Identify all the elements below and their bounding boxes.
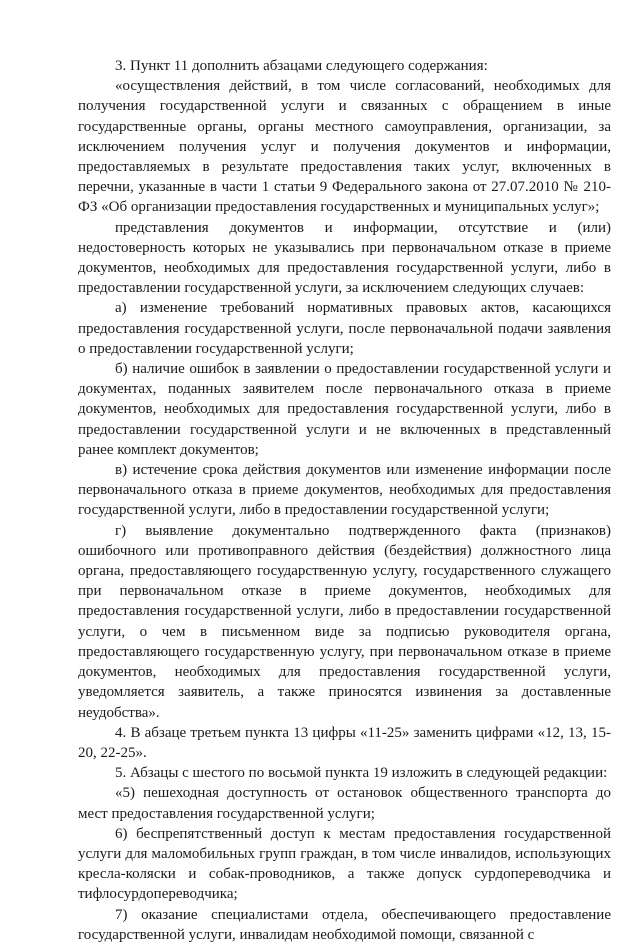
paragraph-sub-7: 7) оказание специалистами отдела, обеспечивающего предоставление государственной услуги, инвалидам необходимой помощи, связанной с [78,906,611,943]
paragraph-documents-clause: представления документов и информации, отсутствие и (или) недостоверность которых не указывались при первоначальном отказе в приеме документов, необходимых для предоставления государственной услуги, либо в предоставлении государственной услуги, за исключением следующих случаев: [78,219,611,297]
paragraph-item-3: 3. Пункт 11 дополнить абзацами следующего содержания: [115,58,488,74]
paragraph-item-5: 5. Абзацы с шестого по восьмой пункта 19 изложить в следующей редакции: [115,765,608,782]
paragraph-item-4: 4. В абзаце третьем пункта 13 цифры «11-25» заменить цифрами «12, 13, 15-20, 22-25». [78,724,611,761]
paragraph-sub-6: 6) беспрепятственный доступ к местам предоставления государственной услуги для маломобильных групп граждан, в том числе инвалидов, использующих кресла-коляски и собак-проводников, а также допуск сурдопереводчика и тифлосурдопереводчика; [78,825,611,903]
paragraph-actions-clause: «осуществления действий, в том числе согласований, необходимых для получения государственной услуги и связанных с обращением в иные государственные органы, органы местного самоуправления, организации, за исключением получения услуг и получения документов и информации, предоставляемых в результате предоставления таких услуг, включенных в перечни, указанные в части 1 статьи 9 Федерального закона от 27.07.2010 № 210-ФЗ «Об организации предоставления государственных и муниципальных услуг»; [78,78,611,216]
document-page [78,56,611,945]
paragraph-case-v: в) истечение срока действия документов или изменение информации после первоначального отказа в приеме документов, необходимых для предоставления государственной услуги, либо в предоставлении государственной услуги; [78,462,611,519]
paragraph-sub-5: «5) пешеходная доступность от остановок общественного транспорта до мест предоставления государственной услуги; [78,785,611,822]
paragraph-case-g: г) выявление документально подтвержденного факта (признаков) ошибочного или противоправного действия (бездействия) должностного лица органа, предоставляющего государственную услугу, государственного служащего при первоначальном отказе в приеме документов, необходимых для предоставления государственной услуги, либо в предоставлении государственной услуги, о чем в письменном виде за подписью руководителя органа, предоставляющего государственную услугу, при первоначальном отказе в приеме документов, необходимых для предоставления государственной услуги, уведомляется заявитель, а также приносятся извинения за доставленные неудобства». [78,522,611,721]
paragraph-case-b: б) наличие ошибок в заявлении о предоставлении государственной услуги и документах, поданных заявителем после первоначального отказа в приеме документов, необходимых для предоставления государственной услуги, либо в предоставлении государственной услуги и не включенных в представленный ранее комплект документов; [78,361,611,458]
paragraph-case-a: а) изменение требований нормативных правовых актов, касающихся предоставления государственной услуги, после первоначальной подачи заявления о предоставлении государственной услуги; [78,300,611,357]
